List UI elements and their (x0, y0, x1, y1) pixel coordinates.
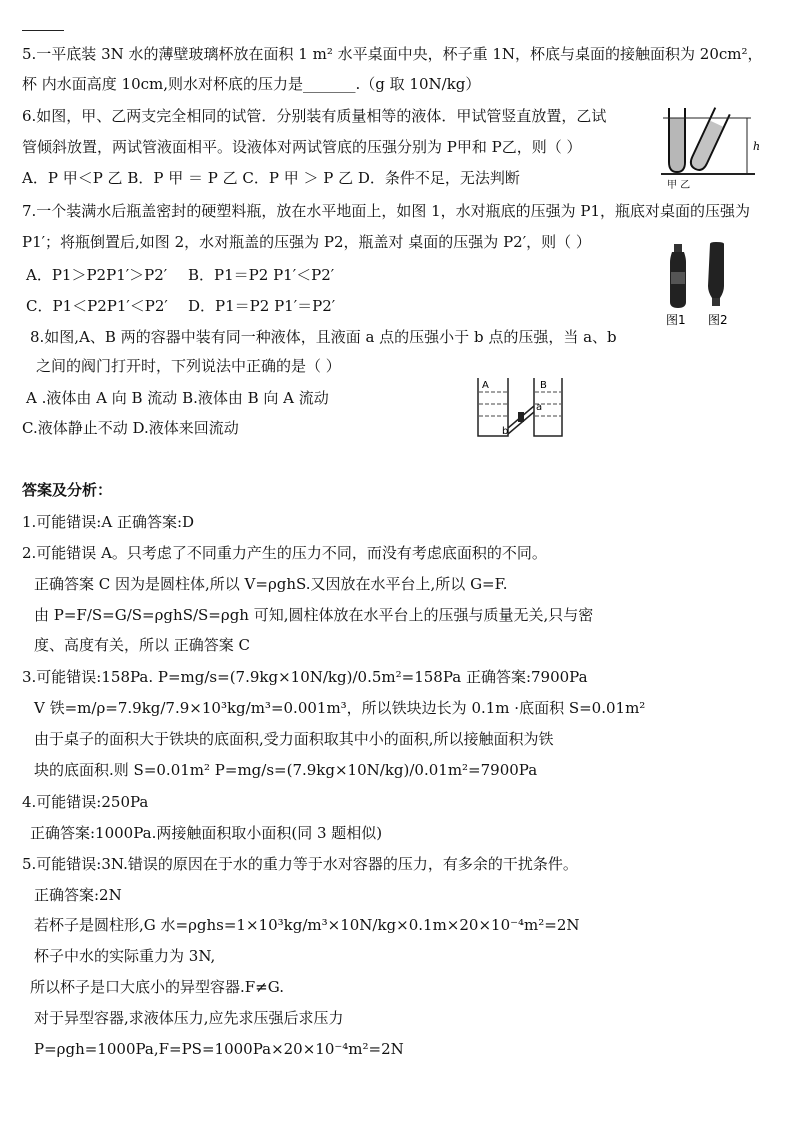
q5-line2: 杯 内水面高度 10cm,则水对杯底的压力是_______.（g 取 10N/kg） (22, 75, 481, 93)
answer-4-line1: 4.可能错误:250Pa (22, 793, 149, 811)
top-rule (22, 30, 64, 31)
q7-bottle-figure (660, 242, 760, 328)
answer-3-line3: 由于桌子的面积大于铁块的底面积,受力面积取其中小的面积,所以接触面积为铁 (34, 730, 554, 748)
q8-line1: 8.如图,A、B 两的容器中装有同一种液体，且液面 a 点的压强小于 b 点的压强，当 a、b (30, 328, 617, 346)
answer-3-line1: 3.可能错误:158Pa. P=mg/s=(7.9kg×10N/kg)/0.5m²=158Pa 正确答案:7900Pa (22, 668, 588, 686)
q7-line1: 7.一个装满水后瓶盖密封的硬塑料瓶，放在水平地面上，如图 1，水对瓶底的压强为 P1，瓶底对桌面的压强为 (22, 202, 751, 220)
answer-3-line2: V 铁=m/ρ=7.9kg/7.9×10³kg/m³=0.001m³，所以铁块边长为 0.1m ·底面积 S=0.01m² (34, 699, 646, 717)
q7-option-a: A．P1＞P2P1′＞P2′ (26, 266, 168, 284)
q8-label-point-b: b (502, 426, 509, 437)
q8-line2: 之间的阀门打开时，下列说法中正确的是（ ） (36, 357, 341, 375)
q7-fig1-caption: 图1 (666, 313, 686, 327)
answer-5-line3: 若杯子是圆柱形,G 水=ρghs=1×10³kg/m³×10N/kg×0.1m×20×10⁻⁴m²=2N (34, 916, 580, 934)
answer-5-line5: 所以杯子是口大底小的异型容器.F≠G. (30, 978, 284, 996)
answer-4-line2: 正确答案:1000Pa.两接触面积取小面积(同 3 题相似) (30, 824, 383, 842)
q6-fig-caption: 甲 乙 (667, 180, 691, 191)
q5-line1: 5.一平底装 3N 水的薄壁玻璃杯放在面积 1 m² 水平桌面中央，杯子重 1N，杯底与桌面的接触面积为 20cm²， (22, 45, 763, 63)
answer-1: 1.可能错误:A 正确答案:D (22, 513, 195, 531)
answer-5-line1: 5.可能错误:3N.错误的原因在于水的重力等于水对容器的压力，有多余的干扰条件。 (22, 855, 578, 873)
answer-5-line7: P=ρgh=1000Pa,F=PS=1000Pa×20×10⁻⁴m²=2N (34, 1040, 404, 1058)
answer-5-line6: 对于异型容器,求液体压力,应先求压强后求压力 (34, 1009, 344, 1027)
q6-line1: 6.如图，甲、乙两支完全相同的试管．分别装有质量相等的液体．甲试管竖直放置，乙试 (22, 107, 607, 125)
answer-3-line4: 块的底面积.则 S=0.01m² P=mg/s=(7.9kg×10N/kg)/0.01m²=7900Pa (34, 761, 538, 779)
q7-fig2-caption: 图2 (708, 313, 728, 327)
answer-2-line3: 由 P=F/S=G/S=ρghS/S=ρgh 可知,圆柱体放在水平台上的压强与质量无关,只与密 (34, 606, 594, 624)
q7-option-b: B．P1＝P2 P1′＜P2′ (188, 266, 335, 284)
q7-option-c: C．P1＜P2P1′＜P2′ (26, 297, 168, 315)
q6-test-tube-figure (655, 100, 785, 192)
q8-options-ab: A .液体由 A 向 B 流动 B.液体由 B 向 A 流动 (26, 389, 329, 407)
q8-label-container-b: B (540, 380, 547, 391)
answers-heading: 答案及分析： (22, 481, 113, 499)
q6-options: A．P 甲＜P 乙 B．P 甲 ＝ P 乙 C．P 甲 ＞ P 乙 D．条件不足，无法判断 (22, 169, 520, 187)
answer-5-line2: 正确答案:2N (34, 886, 122, 904)
answer-5-line4: 杯子中水的实际重力为 3N, (34, 947, 216, 965)
q8-options-cd: C.液体静止不动 D.液体来回流动 (22, 419, 239, 437)
q6-h-label: h (753, 140, 761, 153)
answer-2-line2: 正确答案 C 因为是圆柱体,所以 V=ρghS.又因放在水平台上,所以 G=F. (34, 575, 508, 593)
q8-label-container-a: A (482, 380, 489, 391)
q6-line2: 管倾斜放置，两试管液面相平。设液体对两试管底的压强分别为 P甲和 P乙，则（ ） (22, 138, 582, 156)
q8-label-point-a: a (536, 402, 543, 413)
q7-option-d: D．P1＝P2 P1′＝P2′ (188, 297, 336, 315)
q8-container-figure (474, 374, 574, 442)
answer-2-line1: 2.可能错误 A。只考虑了不同重力产生的压力不同，而没有考虑底面积的不同。 (22, 544, 547, 562)
answer-2-line4: 度、高度有关，所以 正确答案 C (34, 636, 251, 654)
q7-line2: P1′；将瓶倒置后,如图 2，水对瓶盖的压强为 P2，瓶盖对 桌面的压强为 P2′，则（ ） (22, 233, 591, 251)
